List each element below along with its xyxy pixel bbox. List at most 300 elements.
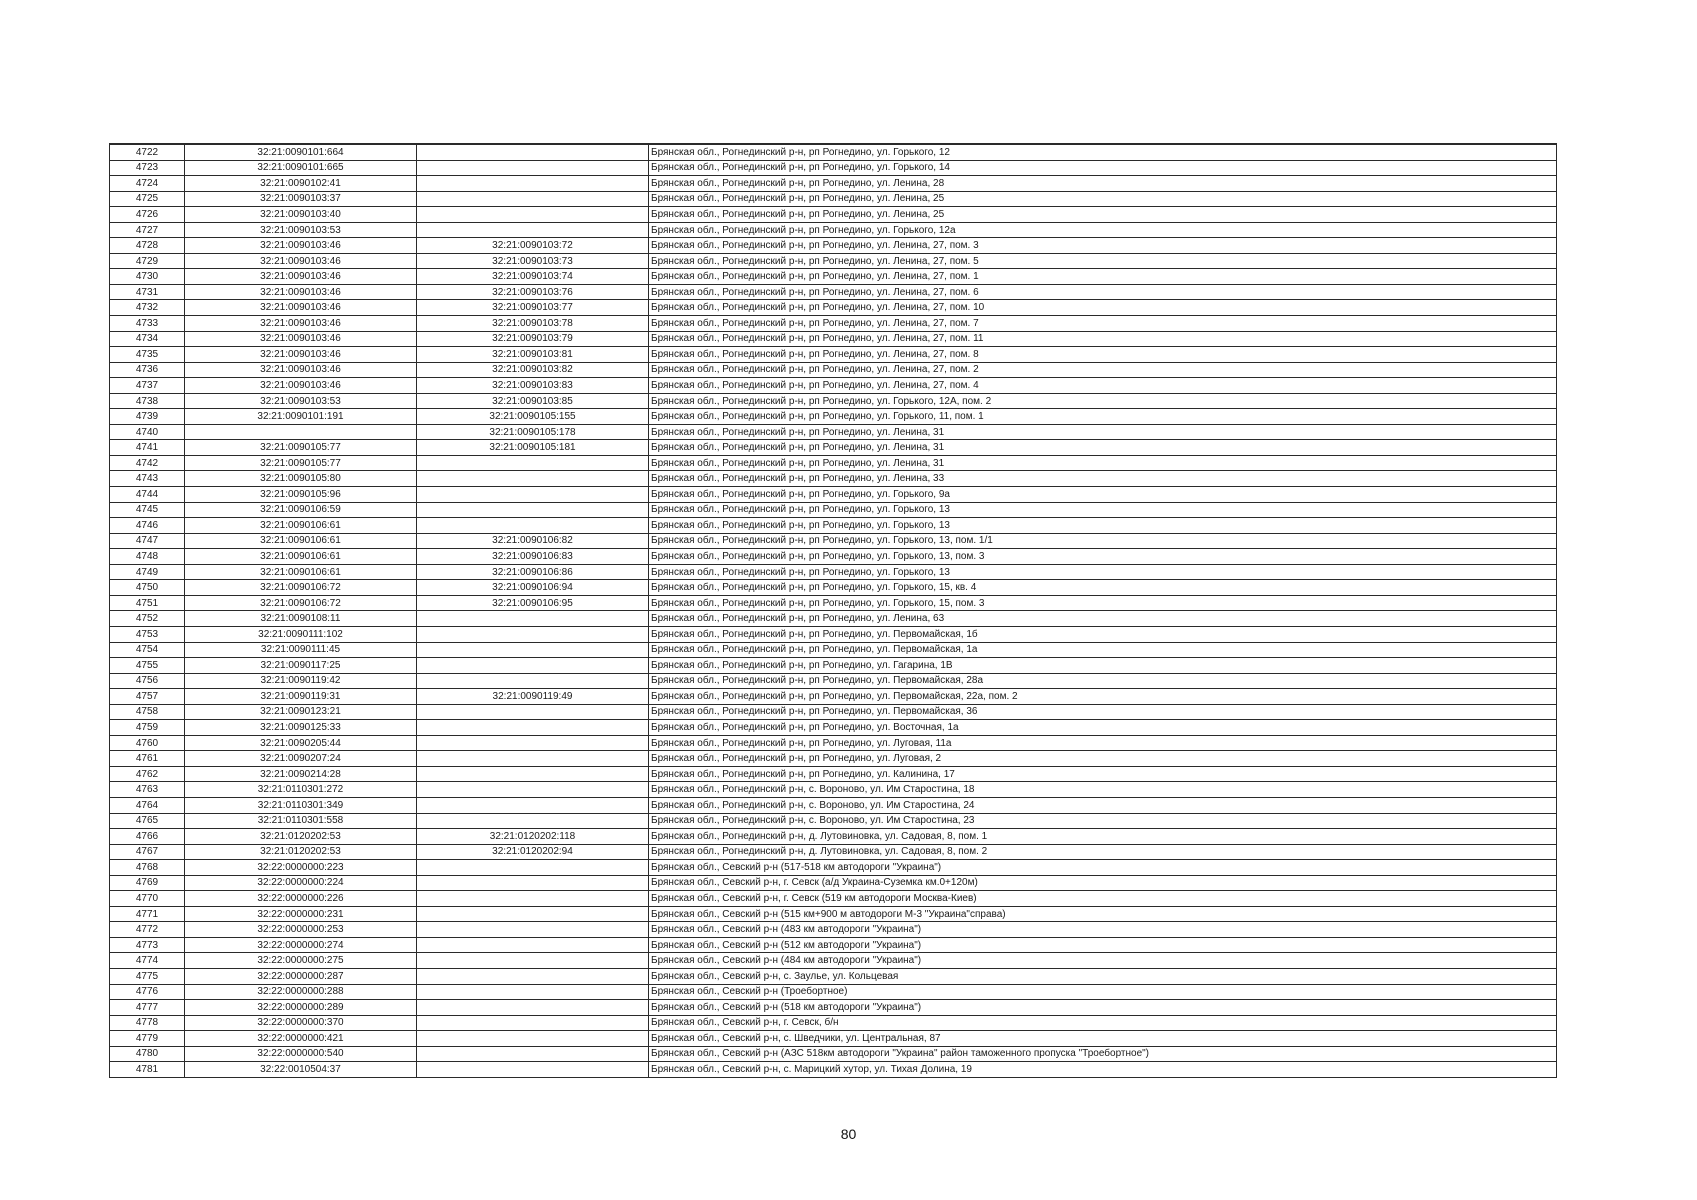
table-row	[110, 580, 1557, 596]
premises-cadastral-number-cell	[417, 751, 649, 767]
address-cell: Брянская обл., Рогнединский р-н, рп Рогнедино, ул. Ленина, 27, пом. 2	[649, 362, 1557, 378]
address-cell: Брянская обл., Рогнединский р-н, рп Рогнедино, ул. Первомайская, 1б	[649, 626, 1557, 642]
premises-cadastral-number-cell	[417, 782, 649, 798]
cadastral-number-cell: 32:21:0090105:77	[185, 440, 417, 456]
premises-cadastral-number-cell: 32:21:0090103:83	[417, 378, 649, 394]
premises-cadastral-number-cell	[417, 953, 649, 969]
row-number-cell: 4757	[110, 689, 185, 705]
table-row	[110, 238, 1557, 254]
row-number-cell: 4743	[110, 471, 185, 487]
cadastral-number-cell: 32:21:0090123:21	[185, 704, 417, 720]
table-row	[110, 829, 1557, 845]
premises-cadastral-number-cell	[417, 487, 649, 503]
cadastral-number-cell: 32:22:0000000:275	[185, 953, 417, 969]
table-row	[110, 300, 1557, 316]
premises-cadastral-number-cell	[417, 642, 649, 658]
address-cell: Брянская обл., Рогнединский р-н, рп Рогнедино, ул. Горького, 13	[649, 518, 1557, 534]
cadastral-number-cell: 32:21:0110301:349	[185, 797, 417, 813]
table-row	[110, 658, 1557, 674]
table-row	[110, 502, 1557, 518]
row-number-cell: 4730	[110, 269, 185, 285]
table-row	[110, 937, 1557, 953]
row-number-cell: 4723	[110, 160, 185, 176]
address-cell: Брянская обл., Севский р-н (АЗС 518км автодороги "Украина" район таможенного пропуска "Троебортное")	[649, 1046, 1557, 1062]
premises-cadastral-number-cell: 32:21:0090103:81	[417, 347, 649, 363]
table-row	[110, 378, 1557, 394]
address-cell: Брянская обл., Севский р-н (Троебортное)	[649, 984, 1557, 1000]
table-row	[110, 316, 1557, 332]
cadastral-number-cell: 32:21:0090102:41	[185, 176, 417, 192]
address-cell: Брянская обл., Рогнединский р-н, рп Рогнедино, ул. Ленина, 27, пом. 11	[649, 331, 1557, 347]
address-cell: Брянская обл., Севский р-н, с. Шведчики, ул. Центральная, 87	[649, 1031, 1557, 1047]
premises-cadastral-number-cell: 32:21:0090103:82	[417, 362, 649, 378]
table-row	[110, 860, 1557, 876]
cadastral-number-cell: 32:21:0090103:53	[185, 222, 417, 238]
table-row	[110, 1062, 1557, 1078]
table-row	[110, 253, 1557, 269]
row-number-cell: 4747	[110, 533, 185, 549]
cadastral-number-cell: 32:21:0090103:37	[185, 191, 417, 207]
cadastral-number-cell: 32:21:0090105:96	[185, 487, 417, 503]
address-cell: Брянская обл., Рогнединский р-н, рп Рогнедино, ул. Ленина, 31	[649, 424, 1557, 440]
premises-cadastral-number-cell: 32:21:0090103:78	[417, 316, 649, 332]
premises-cadastral-number-cell: 32:21:0090106:94	[417, 580, 649, 596]
cadastral-number-cell: 32:21:0090103:53	[185, 393, 417, 409]
premises-cadastral-number-cell	[417, 1015, 649, 1031]
premises-cadastral-number-cell	[417, 160, 649, 176]
row-number-cell: 4732	[110, 300, 185, 316]
table-row	[110, 347, 1557, 363]
premises-cadastral-number-cell: 32:21:0090105:181	[417, 440, 649, 456]
premises-cadastral-number-cell: 32:21:0090105:155	[417, 409, 649, 425]
cadastral-number-cell: 32:21:0090205:44	[185, 735, 417, 751]
premises-cadastral-number-cell	[417, 1000, 649, 1016]
row-number-cell: 4736	[110, 362, 185, 378]
row-number-cell: 4744	[110, 487, 185, 503]
table-row	[110, 797, 1557, 813]
row-number-cell: 4733	[110, 316, 185, 332]
row-number-cell: 4772	[110, 922, 185, 938]
row-number-cell: 4771	[110, 906, 185, 922]
row-number-cell: 4767	[110, 844, 185, 860]
premises-cadastral-number-cell	[417, 191, 649, 207]
cadastral-number-cell: 32:22:0000000:224	[185, 875, 417, 891]
row-number-cell: 4781	[110, 1062, 185, 1078]
row-number-cell: 4728	[110, 238, 185, 254]
premises-cadastral-number-cell	[417, 720, 649, 736]
address-cell: Брянская обл., Рогнединский р-н, рп Рогнедино, ул. Калинина, 17	[649, 766, 1557, 782]
table-row	[110, 207, 1557, 223]
cadastral-number-cell: 32:21:0090103:46	[185, 238, 417, 254]
row-number-cell: 4779	[110, 1031, 185, 1047]
address-cell: Брянская обл., Рогнединский р-н, рп Рогнедино, ул. Гагарина, 1В	[649, 658, 1557, 674]
row-number-cell: 4750	[110, 580, 185, 596]
address-cell: Брянская обл., Рогнединский р-н, рп Рогнедино, ул. Горького, 15, кв. 4	[649, 580, 1557, 596]
address-cell: Брянская обл., Рогнединский р-н, рп Рогнедино, ул. Горького, 13, пом. 3	[649, 549, 1557, 565]
premises-cadastral-number-cell	[417, 937, 649, 953]
premises-cadastral-number-cell: 32:21:0120202:94	[417, 844, 649, 860]
cadastral-number-cell: 32:21:0090117:25	[185, 658, 417, 674]
address-cell: Брянская обл., Рогнединский р-н, рп Рогнедино, ул. Ленина, 63	[649, 611, 1557, 627]
premises-cadastral-number-cell: 32:21:0090103:74	[417, 269, 649, 285]
table-row	[110, 968, 1557, 984]
row-number-cell: 4780	[110, 1046, 185, 1062]
row-number-cell: 4756	[110, 673, 185, 689]
cadastral-number-cell: 32:22:0000000:370	[185, 1015, 417, 1031]
address-cell: Брянская обл., Рогнединский р-н, рп Рогнедино, ул. Горького, 11, пом. 1	[649, 409, 1557, 425]
table-row	[110, 844, 1557, 860]
row-number-cell: 4735	[110, 347, 185, 363]
table-row	[110, 533, 1557, 549]
table-row	[110, 1000, 1557, 1016]
cadastral-number-cell: 32:22:0010504:37	[185, 1062, 417, 1078]
table-row	[110, 393, 1557, 409]
premises-cadastral-number-cell	[417, 1046, 649, 1062]
address-cell: Брянская обл., Севский р-н (484 км автодороги "Украина")	[649, 953, 1557, 969]
cadastral-number-cell: 32:22:0000000:289	[185, 1000, 417, 1016]
premises-cadastral-number-cell: 32:21:0090103:79	[417, 331, 649, 347]
table-row	[110, 564, 1557, 580]
premises-cadastral-number-cell	[417, 144, 649, 160]
row-number-cell: 4754	[110, 642, 185, 658]
cadastral-number-cell: 32:21:0090106:61	[185, 533, 417, 549]
cadastral-number-cell: 32:21:0090105:80	[185, 471, 417, 487]
address-cell: Брянская обл., Рогнединский р-н, рп Рогнедино, ул. Первомайская, 22а, пом. 2	[649, 689, 1557, 705]
table-row	[110, 487, 1557, 503]
row-number-cell: 4775	[110, 968, 185, 984]
premises-cadastral-number-cell: 32:21:0090119:49	[417, 689, 649, 705]
cadastral-number-cell: 32:21:0090106:72	[185, 595, 417, 611]
row-number-cell: 4731	[110, 284, 185, 300]
table-row	[110, 689, 1557, 705]
row-number-cell: 4727	[110, 222, 185, 238]
row-number-cell: 4745	[110, 502, 185, 518]
table-row	[110, 1046, 1557, 1062]
premises-cadastral-number-cell	[417, 922, 649, 938]
table-body	[110, 144, 1557, 1077]
premises-cadastral-number-cell: 32:21:0090106:86	[417, 564, 649, 580]
cadastral-number-cell: 32:21:0090101:665	[185, 160, 417, 176]
page-number: 80	[840, 1126, 857, 1142]
address-cell: Брянская обл., Рогнединский р-н, с. Вороново, ул. Им Старостина, 23	[649, 813, 1557, 829]
table-row	[110, 144, 1557, 160]
address-cell: Брянская обл., Рогнединский р-н, рп Рогнедино, ул. Ленина, 27, пом. 8	[649, 347, 1557, 363]
cadastral-number-cell: 32:21:0090111:45	[185, 642, 417, 658]
cadastral-number-cell: 32:21:0090111:102	[185, 626, 417, 642]
table-row	[110, 362, 1557, 378]
table-row	[110, 673, 1557, 689]
address-cell: Брянская обл., Рогнединский р-н, рп Рогнедино, ул. Ленина, 28	[649, 176, 1557, 192]
table-row	[110, 766, 1557, 782]
row-number-cell: 4738	[110, 393, 185, 409]
address-cell: Брянская обл., Рогнединский р-н, рп Рогнедино, ул. Ленина, 31	[649, 455, 1557, 471]
address-cell: Брянская обл., Рогнединский р-н, рп Рогнедино, ул. Восточная, 1а	[649, 720, 1557, 736]
address-cell: Брянская обл., Рогнединский р-н, рп Рогнедино, ул. Горького, 12А, пом. 2	[649, 393, 1557, 409]
table-row	[110, 176, 1557, 192]
cadastral-table	[109, 143, 1557, 1078]
row-number-cell: 4769	[110, 875, 185, 891]
address-cell: Брянская обл., Рогнединский р-н, рп Рогнедино, ул. Первомайская, 28а	[649, 673, 1557, 689]
address-cell: Брянская обл., Рогнединский р-н, рп Рогнедино, ул. Ленина, 27, пом. 5	[649, 253, 1557, 269]
cadastral-number-cell: 32:21:0090101:191	[185, 409, 417, 425]
premises-cadastral-number-cell	[417, 984, 649, 1000]
address-cell: Брянская обл., Рогнединский р-н, рп Рогнедино, ул. Ленина, 27, пом. 7	[649, 316, 1557, 332]
table-row	[110, 222, 1557, 238]
premises-cadastral-number-cell	[417, 1062, 649, 1078]
table-row	[110, 611, 1557, 627]
table-row	[110, 549, 1557, 565]
table-row	[110, 1015, 1557, 1031]
cadastral-number-cell: 32:21:0090103:46	[185, 269, 417, 285]
cadastral-number-cell: 32:21:0090207:24	[185, 751, 417, 767]
cadastral-number-cell: 32:21:0090106:61	[185, 549, 417, 565]
row-number-cell: 4741	[110, 440, 185, 456]
cadastral-number-cell: 32:21:0090103:46	[185, 347, 417, 363]
table-row	[110, 269, 1557, 285]
row-number-cell: 4776	[110, 984, 185, 1000]
cadastral-number-cell: 32:21:0090106:59	[185, 502, 417, 518]
cadastral-number-cell: 32:21:0090103:46	[185, 300, 417, 316]
row-number-cell: 4751	[110, 595, 185, 611]
table-row	[110, 160, 1557, 176]
address-cell: Брянская обл., Севский р-н (517-518 км автодороги "Украина")	[649, 860, 1557, 876]
row-number-cell: 4765	[110, 813, 185, 829]
premises-cadastral-number-cell	[417, 626, 649, 642]
cadastral-number-cell: 32:22:0000000:223	[185, 860, 417, 876]
cadastral-number-cell: 32:21:0110301:272	[185, 782, 417, 798]
premises-cadastral-number-cell	[417, 860, 649, 876]
table-row	[110, 906, 1557, 922]
row-number-cell: 4753	[110, 626, 185, 642]
row-number-cell: 4763	[110, 782, 185, 798]
cadastral-number-cell: 32:22:0000000:253	[185, 922, 417, 938]
row-number-cell: 4724	[110, 176, 185, 192]
address-cell: Брянская обл., Севский р-н (518 км автодороги "Украина")	[649, 1000, 1557, 1016]
premises-cadastral-number-cell: 32:21:0090103:72	[417, 238, 649, 254]
premises-cadastral-number-cell: 32:21:0090106:82	[417, 533, 649, 549]
row-number-cell: 4760	[110, 735, 185, 751]
address-cell: Брянская обл., Рогнединский р-н, рп Рогнедино, ул. Горького, 13	[649, 564, 1557, 580]
cadastral-number-cell: 32:21:0090103:46	[185, 284, 417, 300]
row-number-cell: 4770	[110, 891, 185, 907]
row-number-cell: 4778	[110, 1015, 185, 1031]
address-cell: Брянская обл., Рогнединский р-н, рп Рогнедино, ул. Луговая, 11а	[649, 735, 1557, 751]
row-number-cell: 4737	[110, 378, 185, 394]
premises-cadastral-number-cell: 32:21:0120202:118	[417, 829, 649, 845]
premises-cadastral-number-cell: 32:21:0090105:178	[417, 424, 649, 440]
premises-cadastral-number-cell	[417, 797, 649, 813]
row-number-cell: 4755	[110, 658, 185, 674]
premises-cadastral-number-cell	[417, 813, 649, 829]
cadastral-number-cell: 32:21:0090106:72	[185, 580, 417, 596]
row-number-cell: 4762	[110, 766, 185, 782]
premises-cadastral-number-cell	[417, 658, 649, 674]
row-number-cell: 4773	[110, 937, 185, 953]
cadastral-number-cell: 32:21:0120202:53	[185, 829, 417, 845]
cadastral-number-cell: 32:21:0090103:46	[185, 362, 417, 378]
cadastral-number-cell: 32:21:0090125:33	[185, 720, 417, 736]
table-row	[110, 191, 1557, 207]
address-cell: Брянская обл., Рогнединский р-н, рп Рогнедино, ул. Горького, 9а	[649, 487, 1557, 503]
cadastral-number-cell: 32:21:0090103:46	[185, 331, 417, 347]
address-cell: Брянская обл., Рогнединский р-н, рп Рогнедино, ул. Ленина, 31	[649, 440, 1557, 456]
table-row	[110, 1031, 1557, 1047]
table-row	[110, 891, 1557, 907]
cadastral-number-cell: 32:21:0090101:664	[185, 144, 417, 160]
premises-cadastral-number-cell	[417, 518, 649, 534]
row-number-cell: 4729	[110, 253, 185, 269]
table-row	[110, 953, 1557, 969]
address-cell: Брянская обл., Рогнединский р-н, рп Рогнедино, ул. Ленина, 27, пом. 6	[649, 284, 1557, 300]
address-cell: Брянская обл., Рогнединский р-н, рп Рогнедино, ул. Горького, 14	[649, 160, 1557, 176]
premises-cadastral-number-cell	[417, 891, 649, 907]
row-number-cell: 4722	[110, 144, 185, 160]
row-number-cell: 4725	[110, 191, 185, 207]
table-row	[110, 875, 1557, 891]
premises-cadastral-number-cell: 32:21:0090103:77	[417, 300, 649, 316]
row-number-cell: 4777	[110, 1000, 185, 1016]
address-cell: Брянская обл., Рогнединский р-н, рп Рогнедино, ул. Горького, 12	[649, 144, 1557, 160]
address-cell: Брянская обл., Севский р-н, г. Севск, б/н	[649, 1015, 1557, 1031]
premises-cadastral-number-cell	[417, 455, 649, 471]
table-row	[110, 409, 1557, 425]
table-row	[110, 284, 1557, 300]
row-number-cell: 4746	[110, 518, 185, 534]
cadastral-number-cell: 32:21:0090214:28	[185, 766, 417, 782]
address-cell: Брянская обл., Рогнединский р-н, рп Рогнедино, ул. Первомайская, 36	[649, 704, 1557, 720]
cadastral-number-cell: 32:21:0090103:46	[185, 378, 417, 394]
table-row	[110, 440, 1557, 456]
premises-cadastral-number-cell: 32:21:0090106:95	[417, 595, 649, 611]
address-cell: Брянская обл., Рогнединский р-н, рп Рогнедино, ул. Горького, 13	[649, 502, 1557, 518]
table-row	[110, 455, 1557, 471]
row-number-cell: 4739	[110, 409, 185, 425]
address-cell: Брянская обл., Рогнединский р-н, д. Лутовиновка, ул. Садовая, 8, пом. 1	[649, 829, 1557, 845]
premises-cadastral-number-cell	[417, 176, 649, 192]
table-row	[110, 720, 1557, 736]
row-number-cell: 4766	[110, 829, 185, 845]
cadastral-number-cell: 32:21:0090106:61	[185, 518, 417, 534]
address-cell: Брянская обл., Севский р-н (515 км+900 м автодороги М-3 "Украина"справа)	[649, 906, 1557, 922]
address-cell: Брянская обл., Рогнединский р-н, рп Рогнедино, ул. Ленина, 25	[649, 207, 1557, 223]
premises-cadastral-number-cell	[417, 906, 649, 922]
address-cell: Брянская обл., Рогнединский р-н, рп Рогнедино, ул. Первомайская, 1а	[649, 642, 1557, 658]
address-cell: Брянская обл., Рогнединский р-н, рп Рогнедино, ул. Горького, 13, пом. 1/1	[649, 533, 1557, 549]
table-row	[110, 813, 1557, 829]
table-row	[110, 471, 1557, 487]
table-row	[110, 331, 1557, 347]
row-number-cell: 4774	[110, 953, 185, 969]
table-row	[110, 751, 1557, 767]
table-row	[110, 424, 1557, 440]
address-cell: Брянская обл., Севский р-н, г. Севск (519 км автодороги Москва-Киев)	[649, 891, 1557, 907]
address-cell: Брянская обл., Рогнединский р-н, рп Рогнедино, ул. Ленина, 27, пом. 3	[649, 238, 1557, 254]
address-cell: Брянская обл., Рогнединский р-н, рп Рогнедино, ул. Ленина, 27, пом. 4	[649, 378, 1557, 394]
cadastral-number-cell: 32:21:0090103:46	[185, 253, 417, 269]
address-cell: Брянская обл., Рогнединский р-н, с. Вороново, ул. Им Старостина, 18	[649, 782, 1557, 798]
premises-cadastral-number-cell	[417, 875, 649, 891]
table-row	[110, 595, 1557, 611]
cadastral-number-cell: 32:21:0090103:46	[185, 316, 417, 332]
row-number-cell: 4726	[110, 207, 185, 223]
row-number-cell: 4759	[110, 720, 185, 736]
cadastral-number-cell: 32:22:0000000:231	[185, 906, 417, 922]
premises-cadastral-number-cell	[417, 1031, 649, 1047]
address-cell: Брянская обл., Рогнединский р-н, рп Рогнедино, ул. Горького, 15, пом. 3	[649, 595, 1557, 611]
cadastral-number-cell: 32:21:0090108:11	[185, 611, 417, 627]
table-row	[110, 782, 1557, 798]
row-number-cell: 4764	[110, 797, 185, 813]
cadastral-number-cell: 32:21:0110301:558	[185, 813, 417, 829]
row-number-cell: 4740	[110, 424, 185, 440]
address-cell: Брянская обл., Рогнединский р-н, рп Рогнедино, ул. Ленина, 25	[649, 191, 1557, 207]
table-row	[110, 518, 1557, 534]
cadastral-number-cell: 32:21:0120202:53	[185, 844, 417, 860]
premises-cadastral-number-cell: 32:21:0090103:76	[417, 284, 649, 300]
premises-cadastral-number-cell	[417, 502, 649, 518]
premises-cadastral-number-cell	[417, 704, 649, 720]
address-cell: Брянская обл., Рогнединский р-н, д. Лутовиновка, ул. Садовая, 8, пом. 2	[649, 844, 1557, 860]
cadastral-number-cell: 32:22:0000000:274	[185, 937, 417, 953]
table-row	[110, 735, 1557, 751]
address-cell: Брянская обл., Севский р-н (512 км автодороги "Украина")	[649, 937, 1557, 953]
address-cell: Брянская обл., Рогнединский р-н, рп Рогнедино, ул. Луговая, 2	[649, 751, 1557, 767]
cadastral-number-cell: 32:22:0000000:421	[185, 1031, 417, 1047]
cadastral-number-cell: 32:22:0000000:287	[185, 968, 417, 984]
address-cell: Брянская обл., Севский р-н, с. Заулье, ул. Кольцевая	[649, 968, 1557, 984]
premises-cadastral-number-cell	[417, 207, 649, 223]
premises-cadastral-number-cell	[417, 735, 649, 751]
address-cell: Брянская обл., Рогнединский р-н, рп Рогнедино, ул. Ленина, 33	[649, 471, 1557, 487]
premises-cadastral-number-cell	[417, 673, 649, 689]
cadastral-number-cell: 32:21:0090105:77	[185, 455, 417, 471]
row-number-cell: 4758	[110, 704, 185, 720]
premises-cadastral-number-cell	[417, 611, 649, 627]
row-number-cell: 4742	[110, 455, 185, 471]
address-cell: Брянская обл., Севский р-н, г. Севск (а/д Украина-Суземка км.0+120м)	[649, 875, 1557, 891]
cadastral-number-cell: 32:21:0090119:31	[185, 689, 417, 705]
premises-cadastral-number-cell: 32:21:0090103:73	[417, 253, 649, 269]
row-number-cell: 4749	[110, 564, 185, 580]
row-number-cell: 4734	[110, 331, 185, 347]
premises-cadastral-number-cell	[417, 222, 649, 238]
premises-cadastral-number-cell	[417, 471, 649, 487]
premises-cadastral-number-cell	[417, 968, 649, 984]
row-number-cell: 4752	[110, 611, 185, 627]
cadastral-number-cell: 32:22:0000000:540	[185, 1046, 417, 1062]
row-number-cell: 4748	[110, 549, 185, 565]
table-row	[110, 984, 1557, 1000]
row-number-cell: 4761	[110, 751, 185, 767]
cadastral-number-cell: 32:21:0090119:42	[185, 673, 417, 689]
table-row	[110, 922, 1557, 938]
cadastral-number-cell: 32:22:0000000:288	[185, 984, 417, 1000]
premises-cadastral-number-cell: 32:21:0090103:85	[417, 393, 649, 409]
address-cell: Брянская обл., Рогнединский р-н, с. Вороново, ул. Им Старостина, 24	[649, 797, 1557, 813]
address-cell: Брянская обл., Рогнединский р-н, рп Рогнедино, ул. Ленина, 27, пом. 1	[649, 269, 1557, 285]
table-row	[110, 704, 1557, 720]
table-row	[110, 626, 1557, 642]
cadastral-number-cell	[185, 424, 417, 440]
table-row	[110, 642, 1557, 658]
premises-cadastral-number-cell: 32:21:0090106:83	[417, 549, 649, 565]
premises-cadastral-number-cell	[417, 766, 649, 782]
address-cell: Брянская обл., Рогнединский р-н, рп Рогнедино, ул. Ленина, 27, пом. 10	[649, 300, 1557, 316]
address-cell: Брянская обл., Севский р-н (483 км автодороги "Украина")	[649, 922, 1557, 938]
row-number-cell: 4768	[110, 860, 185, 876]
address-cell: Брянская обл., Севский р-н, с. Марицкий хутор, ул. Тихая Долина, 19	[649, 1062, 1557, 1078]
address-cell: Брянская обл., Рогнединский р-н, рп Рогнедино, ул. Горького, 12а	[649, 222, 1557, 238]
